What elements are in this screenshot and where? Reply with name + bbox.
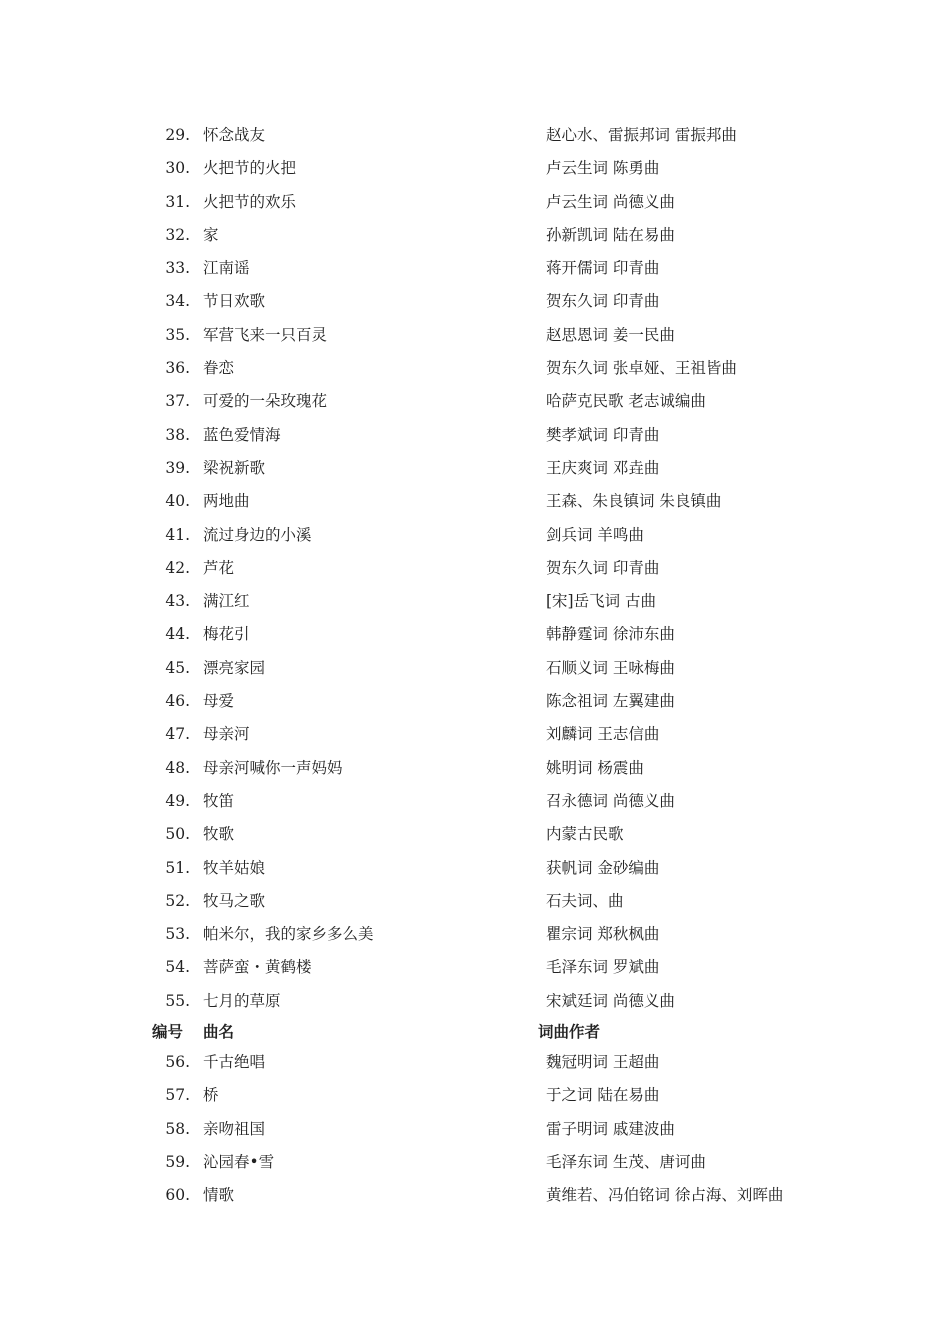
song-title: 江南谣 — [203, 259, 250, 278]
table-row — [0, 1146, 950, 1179]
song-title: 火把节的欢乐 — [203, 192, 297, 211]
song-number: 55. — [165, 991, 190, 1010]
song-number: 46. — [165, 692, 190, 711]
header-author: 词曲作者 — [538, 1023, 601, 1042]
song-author: 获帆词 金砂编曲 — [546, 858, 660, 877]
song-number: 50. — [165, 825, 190, 844]
song-title: 火把节的火把 — [203, 159, 297, 178]
table-row — [0, 552, 950, 585]
table-row — [0, 852, 950, 885]
song-title: 可爱的一朵玫瑰花 — [203, 392, 328, 411]
song-title: 漂亮家园 — [203, 658, 266, 677]
song-number: 57. — [165, 1086, 190, 1105]
song-number: 40. — [165, 492, 190, 511]
song-author: 韩静霆词 徐沛东曲 — [546, 625, 675, 644]
song-author: [宋]岳飞词 古曲 — [546, 592, 657, 611]
song-number: 44. — [165, 625, 190, 644]
table-row — [0, 985, 950, 1018]
song-number: 34. — [165, 292, 190, 311]
song-title: 芦花 — [203, 558, 235, 577]
song-author: 召永德词 尚德义曲 — [546, 791, 675, 810]
song-author: 贺东久词 印青曲 — [546, 558, 660, 577]
table-row — [0, 752, 950, 785]
song-author: 蒋开儒词 印青曲 — [546, 259, 660, 278]
song-title: 亲吻祖国 — [203, 1119, 266, 1138]
song-author: 卢云生词 尚德义曲 — [546, 192, 675, 211]
song-number: 42. — [165, 558, 190, 577]
song-title: 母亲河 — [203, 725, 250, 744]
song-number: 29. — [165, 126, 190, 144]
song-author: 剑兵词 羊鸣曲 — [546, 525, 644, 544]
song-number: 38. — [165, 425, 190, 444]
song-author: 瞿宗词 郑秋枫曲 — [546, 925, 660, 944]
song-author: 哈萨克民歌 老志诚编曲 — [546, 392, 706, 411]
song-number: 35. — [165, 325, 190, 344]
table-row — [0, 585, 950, 618]
song-number: 58. — [165, 1119, 190, 1138]
song-title: 母爱 — [203, 692, 235, 711]
song-author: 宋斌廷词 尚德义曲 — [546, 991, 675, 1010]
table-row — [0, 1079, 950, 1112]
song-list-part-1 — [0, 119, 950, 1018]
table-row — [0, 618, 950, 651]
table-row — [0, 1113, 950, 1146]
table-row — [0, 419, 950, 452]
table-row — [0, 918, 950, 951]
song-title: 梁祝新歌 — [203, 458, 266, 477]
header-title: 曲名 — [203, 1023, 235, 1042]
table-row — [0, 186, 950, 219]
song-author: 王森、朱良镇词 朱良镇曲 — [546, 492, 722, 511]
song-author: 石顺义词 王咏梅曲 — [546, 658, 675, 677]
table-header — [0, 1018, 950, 1046]
song-number: 52. — [165, 891, 190, 910]
song-author: 王庆爽词 邓垚曲 — [546, 458, 660, 477]
table-row — [0, 285, 950, 318]
table-row — [0, 485, 950, 518]
song-title: 军营飞来一只百灵 — [203, 325, 328, 344]
song-author: 孙新凯词 陆在易曲 — [546, 225, 675, 244]
table-row — [0, 1179, 950, 1212]
table-row — [0, 652, 950, 685]
song-author: 于之词 陆在易曲 — [546, 1086, 660, 1105]
song-author: 内蒙古民歌 — [546, 825, 624, 844]
table-row — [0, 152, 950, 185]
song-title: 家 — [203, 225, 219, 244]
song-number: 41. — [165, 525, 190, 544]
song-list — [0, 119, 950, 1213]
table-row — [0, 1046, 950, 1079]
song-number: 47. — [165, 725, 190, 744]
table-row — [0, 385, 950, 418]
song-number: 36. — [165, 359, 190, 378]
song-author: 姚明词 杨震曲 — [546, 758, 644, 777]
song-title: 梅花引 — [203, 625, 250, 644]
song-title: 帕米尔，我的家乡多么美 — [203, 925, 374, 944]
song-author: 黄维若、冯伯铭词 徐占海、刘晖曲 — [546, 1186, 784, 1205]
song-number: 33. — [165, 259, 190, 278]
song-number: 51. — [165, 858, 190, 877]
song-title: 牧笛 — [203, 791, 235, 810]
song-title: 眷恋 — [203, 359, 235, 378]
song-author: 卢云生词 陈勇曲 — [546, 159, 660, 178]
table-row — [0, 951, 950, 984]
song-number: 43. — [165, 592, 190, 611]
table-row — [0, 785, 950, 818]
song-number: 48. — [165, 758, 190, 777]
header-number: 编号 — [152, 1023, 184, 1042]
song-title: 千古绝唱 — [203, 1053, 266, 1072]
song-author: 贺东久词 张卓娅、王祖皆曲 — [546, 359, 737, 378]
song-number: 59. — [165, 1152, 190, 1171]
song-title: 节日欢歌 — [203, 292, 266, 311]
song-title: 母亲河喊你一声妈妈 — [203, 758, 343, 777]
table-row — [0, 352, 950, 385]
table-row — [0, 519, 950, 552]
song-title: 牧歌 — [203, 825, 235, 844]
table-row — [0, 885, 950, 918]
song-title: 七月的草原 — [203, 991, 281, 1010]
song-number: 39. — [165, 458, 190, 477]
song-number: 54. — [165, 958, 190, 977]
song-title: 满江红 — [203, 592, 250, 611]
table-row — [0, 119, 950, 152]
table-row — [0, 718, 950, 751]
song-title: 流过身边的小溪 — [203, 525, 312, 544]
song-author: 樊孝斌词 印青曲 — [546, 425, 660, 444]
song-number: 60. — [165, 1186, 190, 1205]
song-number: 32. — [165, 225, 190, 244]
table-row — [0, 319, 950, 352]
song-title: 怀念战友 — [203, 126, 266, 144]
song-number: 37. — [165, 392, 190, 411]
song-author: 魏冠明词 王超曲 — [546, 1053, 660, 1072]
song-author: 刘麟词 王志信曲 — [546, 725, 660, 744]
song-number: 53. — [165, 925, 190, 944]
song-author: 赵心水、雷振邦词 雷振邦曲 — [546, 126, 737, 144]
song-title: 沁园春•雪 — [203, 1152, 275, 1171]
song-title: 情歌 — [203, 1186, 235, 1205]
song-author: 毛泽东词 生茂、唐诃曲 — [546, 1152, 706, 1171]
song-author: 赵思恩词 姜一民曲 — [546, 325, 675, 344]
song-title: 蓝色爱情海 — [203, 425, 281, 444]
song-number: 45. — [165, 658, 190, 677]
song-author: 雷子明词 戚建波曲 — [546, 1119, 675, 1138]
song-list-part-2 — [0, 1046, 950, 1212]
song-number: 56. — [165, 1053, 190, 1072]
table-row — [0, 685, 950, 718]
song-author: 石夫词、曲 — [546, 891, 624, 910]
table-row — [0, 452, 950, 485]
song-number: 31. — [165, 192, 190, 211]
song-title: 牧马之歌 — [203, 891, 266, 910]
song-author: 贺东久词 印青曲 — [546, 292, 660, 311]
song-title: 牧羊姑娘 — [203, 858, 266, 877]
table-row — [0, 219, 950, 252]
song-author: 毛泽东词 罗斌曲 — [546, 958, 660, 977]
song-title: 菩萨蛮・黄鹤楼 — [203, 958, 312, 977]
song-author: 陈念祖词 左翼建曲 — [546, 692, 675, 711]
table-row — [0, 252, 950, 285]
song-number: 49. — [165, 791, 190, 810]
song-title: 桥 — [203, 1086, 219, 1105]
table-row — [0, 818, 950, 851]
song-number: 30. — [165, 159, 190, 178]
song-title: 两地曲 — [203, 492, 250, 511]
